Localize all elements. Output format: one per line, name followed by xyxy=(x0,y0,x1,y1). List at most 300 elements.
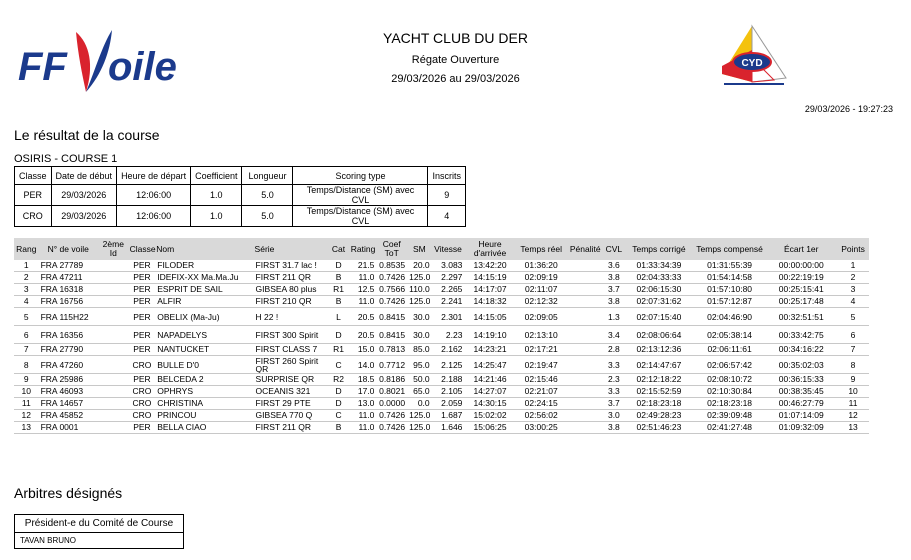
result-cell: 5 xyxy=(23,311,29,322)
result-cell: 02:09:05 xyxy=(524,311,558,322)
result-cell xyxy=(567,398,604,410)
result-cell: 3 xyxy=(850,284,856,294)
result-cell: 02:13:10 xyxy=(524,329,558,340)
result-cell: FIRST 211 QR xyxy=(255,272,311,282)
col-arrivee: Heure d'arrivée xyxy=(464,238,515,260)
result-cell: 02:19:47 xyxy=(524,359,558,370)
result-cell: 01:57:10:80 xyxy=(707,284,753,294)
result-cell: C xyxy=(335,359,342,370)
course-cell: 1.0 xyxy=(191,185,242,206)
result-cell: 00:32:51:51 xyxy=(778,311,824,322)
result-cell: 0.8186 xyxy=(379,374,406,384)
result-cell: FIRST 31.7 lac ! xyxy=(255,260,317,270)
result-cell: 0.7712 xyxy=(379,359,406,370)
result-cell: FIRST 300 Spirit xyxy=(255,329,319,340)
svg-text:FF: FF xyxy=(18,45,67,89)
result-cell: D xyxy=(335,329,342,340)
col-ecart: Écart 1er xyxy=(765,238,837,260)
result-cell: B xyxy=(335,272,342,282)
result-cell: 3.4 xyxy=(607,329,620,340)
col-rating: Rating xyxy=(350,238,377,260)
result-cell: 02:17:21 xyxy=(524,344,558,354)
result-cell: 02:21:07 xyxy=(524,386,558,396)
result-cell: PER xyxy=(133,344,151,354)
result-cell: 1.646 xyxy=(441,422,463,432)
result-cell: OBELIX (Ma-Ju) xyxy=(157,311,220,322)
result-cell: 11.0 xyxy=(358,272,375,282)
result-cell: 125.0 xyxy=(409,410,431,420)
result-cell: 3.0 xyxy=(607,410,620,420)
result-cell: 2.8 xyxy=(607,344,620,354)
result-cell: 02:06:57:42 xyxy=(707,359,753,370)
result-cell xyxy=(567,386,604,398)
results-table xyxy=(14,238,869,434)
result-cell: FRA 47211 xyxy=(40,272,83,282)
arbitre-name: TAVAN BRUNO xyxy=(20,536,77,545)
result-cell xyxy=(98,344,129,356)
result-cell: PER xyxy=(133,284,151,294)
result-cell: PER xyxy=(133,422,151,432)
result-cell: FRA 0001 xyxy=(40,422,79,432)
result-cell: 18.5 xyxy=(357,374,375,384)
course-title: OSIRIS - COURSE 1 xyxy=(14,153,118,165)
result-cell: 3 xyxy=(23,284,29,294)
result-cell: FRA 14657 xyxy=(40,398,84,408)
result-cell: 3.7 xyxy=(607,398,620,408)
result-cell: 14:30:15 xyxy=(473,398,507,408)
print-timestamp: 29/03/2026 - 19:27:23 xyxy=(804,104,893,114)
course-header: Date de début xyxy=(51,167,117,185)
result-row xyxy=(14,260,869,272)
result-cell: 11 xyxy=(848,398,858,408)
result-cell: 2.188 xyxy=(441,374,463,384)
result-cell: 14:15:05 xyxy=(473,311,507,322)
course-cell: 5.0 xyxy=(242,185,293,206)
result-cell: 2.162 xyxy=(441,344,463,354)
result-cell: 7 xyxy=(23,344,29,354)
result-cell: PER xyxy=(133,296,151,306)
course-header: Scoring type xyxy=(293,167,428,185)
result-cell: 1.687 xyxy=(441,410,463,420)
result-cell: 02:08:06:64 xyxy=(636,329,682,340)
result-cell: 02:10:30:84 xyxy=(707,386,753,396)
result-cell: 02:07:15:40 xyxy=(636,311,682,322)
result-cell: FRA 45852 xyxy=(40,410,84,420)
result-cell: 3.6 xyxy=(607,260,620,270)
result-cell: 02:11:07 xyxy=(524,284,558,294)
result-cell: 6 xyxy=(850,329,856,340)
result-cell: ESPRIT DE SAIL xyxy=(157,284,223,294)
result-cell: FRA 27789 xyxy=(40,260,84,270)
result-cell: 15:02:02 xyxy=(473,410,507,420)
result-cell: 00:35:02:03 xyxy=(778,359,824,370)
result-row xyxy=(14,374,869,386)
result-cell: 2.105 xyxy=(441,386,463,396)
result-cell: 14:18:32 xyxy=(473,296,507,306)
result-cell: 2.265 xyxy=(441,284,463,294)
result-cell: 8 xyxy=(23,359,29,370)
result-cell: 02:14:47:67 xyxy=(636,359,682,370)
result-cell: 01:09:32:09 xyxy=(778,422,824,432)
result-cell: 02:15:46 xyxy=(524,374,558,384)
result-cell xyxy=(98,374,129,386)
result-cell xyxy=(567,296,604,308)
result-cell: 2 xyxy=(23,272,29,282)
result-cell: 8 xyxy=(850,359,856,370)
result-cell: 0.0 xyxy=(417,398,430,408)
result-cell: R2 xyxy=(333,374,344,384)
course-cell: 9 xyxy=(428,185,466,206)
result-cell: 125.0 xyxy=(409,272,431,282)
result-row xyxy=(14,356,869,374)
svg-text:oile: oile xyxy=(108,45,177,89)
result-cell: 11 xyxy=(21,398,31,408)
result-cell: PER xyxy=(133,374,151,384)
result-cell: 1 xyxy=(850,260,856,270)
result-cell: 3.083 xyxy=(441,260,463,270)
result-cell: 2.125 xyxy=(441,359,463,370)
result-cell: 17.0 xyxy=(357,386,375,396)
results-header-row xyxy=(14,238,869,260)
result-cell: FRA 47260 xyxy=(40,359,84,370)
result-cell xyxy=(567,308,604,326)
result-cell: 13 xyxy=(848,422,858,432)
course-cell: 4 xyxy=(428,206,466,227)
result-cell: OCEANIS 321 xyxy=(255,386,311,396)
result-cell: 03:00:25 xyxy=(524,422,558,432)
col-temps-reel: Temps réel xyxy=(516,238,567,260)
result-row xyxy=(14,344,869,356)
result-cell: B xyxy=(335,422,342,432)
result-cell: 02:06:15:30 xyxy=(636,284,682,294)
result-cell: 00:25:15:41 xyxy=(778,284,824,294)
result-cell: PER xyxy=(133,329,151,340)
result-cell xyxy=(567,260,604,272)
result-cell: 5 xyxy=(850,311,856,322)
result-row xyxy=(14,410,869,422)
result-cell: FIRST 210 QR xyxy=(255,296,312,306)
result-cell: 3.3 xyxy=(607,386,620,396)
col-temps-compense: Temps compensé xyxy=(694,238,766,260)
result-cell: D xyxy=(335,398,342,408)
result-cell: 02:39:09:48 xyxy=(707,410,753,420)
result-cell: 6 xyxy=(23,329,29,340)
result-cell xyxy=(567,326,604,344)
course-info-table xyxy=(14,166,466,227)
result-cell: 1.3 xyxy=(607,311,620,322)
result-row xyxy=(14,422,869,434)
result-row xyxy=(14,326,869,344)
result-cell: 02:12:32 xyxy=(524,296,558,306)
result-cell: 20.0 xyxy=(413,260,430,270)
result-cell xyxy=(98,386,129,398)
result-cell: H 22 ! xyxy=(255,311,279,322)
result-cell: 00:33:42:75 xyxy=(778,329,824,340)
result-cell: CRO xyxy=(132,410,152,420)
result-cell: 00:36:15:33 xyxy=(778,374,824,384)
result-cell: D xyxy=(335,386,342,396)
course-header: Coefficient xyxy=(191,167,242,185)
result-cell: IDEFIX-XX Ma.Ma.Ju xyxy=(157,272,239,282)
result-row xyxy=(14,308,869,326)
col-temps-corrige: Temps corrigé xyxy=(624,238,694,260)
result-cell: GIBSEA 80 plus xyxy=(255,284,317,294)
result-cell: 0.8535 xyxy=(379,260,406,270)
result-cell: 02:51:46:23 xyxy=(636,422,682,432)
result-cell: CHRISTINA xyxy=(157,398,204,408)
result-cell: 01:31:55:39 xyxy=(707,260,753,270)
col-nom: Nom xyxy=(155,238,253,260)
col-rang: Rang xyxy=(14,238,39,260)
course-header: Heure de départ xyxy=(117,167,191,185)
result-row xyxy=(14,284,869,296)
result-cell: 65.0 xyxy=(413,386,430,396)
result-cell: 21.5 xyxy=(357,260,375,270)
result-cell xyxy=(567,344,604,356)
result-cell xyxy=(98,296,129,308)
col-voile: N° de voile xyxy=(39,238,98,260)
result-cell: 02:41:27:48 xyxy=(707,422,753,432)
result-cell: 2.297 xyxy=(441,272,463,282)
result-cell xyxy=(567,422,604,434)
result-cell: 12 xyxy=(848,410,858,420)
result-cell xyxy=(98,422,129,434)
result-cell: 02:49:28:23 xyxy=(636,410,682,420)
result-cell xyxy=(567,356,604,374)
result-cell xyxy=(98,398,129,410)
course-cell: 29/03/2026 xyxy=(51,185,117,206)
result-cell: 2.241 xyxy=(441,296,463,306)
result-cell: CRO xyxy=(132,398,152,408)
result-cell: PRINCOU xyxy=(157,410,197,420)
result-cell: 13:42:20 xyxy=(473,260,507,270)
result-cell: 30.0 xyxy=(413,311,430,322)
result-cell: 13.0 xyxy=(357,398,375,408)
result-cell: 30.0 xyxy=(413,329,430,340)
result-cell: 0.8021 xyxy=(379,386,406,396)
result-cell: 02:06:11:61 xyxy=(707,344,752,354)
col-cat: Cat xyxy=(327,238,350,260)
result-cell: 125.0 xyxy=(409,296,431,306)
result-cell: PER xyxy=(133,311,151,322)
result-cell: 7 xyxy=(850,344,856,354)
regatta-dates: 29/03/2026 au 29/03/2026 xyxy=(391,73,520,85)
result-cell: 11.0 xyxy=(358,410,375,420)
result-cell: 0.7566 xyxy=(379,284,406,294)
result-cell xyxy=(98,410,129,422)
result-cell: 14:25:47 xyxy=(473,359,507,370)
result-cell: 0.8415 xyxy=(379,329,406,340)
result-cell: B xyxy=(335,296,342,306)
result-cell: BELCEDA 2 xyxy=(157,374,204,384)
result-cell: BELLA CIAO xyxy=(157,422,207,432)
course-cell: Temps/Distance (SM) avec CVL xyxy=(293,185,428,206)
course-row xyxy=(15,206,466,227)
result-cell: 3.8 xyxy=(607,296,620,306)
result-cell: 14:23:21 xyxy=(473,344,507,354)
result-cell: 50.0 xyxy=(413,374,430,384)
col-vitesse: Vitesse xyxy=(432,238,465,260)
result-row xyxy=(14,398,869,410)
result-cell: 02:13:12:36 xyxy=(636,344,682,354)
result-cell: CRO xyxy=(132,359,152,370)
result-cell: 02:04:46:90 xyxy=(707,311,753,322)
result-cell: 02:09:19 xyxy=(524,272,558,282)
result-cell: 02:05:38:14 xyxy=(707,329,753,340)
regatta-name: Régate Ouverture xyxy=(411,54,500,66)
result-cell: 14:21:46 xyxy=(473,374,507,384)
result-cell: SURPRISE QR xyxy=(255,374,315,384)
result-cell: 0.7426 xyxy=(379,410,406,420)
result-cell: 15:06:25 xyxy=(473,422,507,432)
result-cell: NANTUCKET xyxy=(157,344,210,354)
result-cell: R1 xyxy=(333,344,344,354)
result-cell: 2.301 xyxy=(441,311,463,322)
col-serie: Série xyxy=(254,238,328,260)
result-cell: 02:07:31:62 xyxy=(636,296,682,306)
result-cell: 4 xyxy=(23,296,29,306)
section-title: Le résultat de la course xyxy=(14,127,160,143)
result-cell: 02:18:23:18 xyxy=(707,398,753,408)
col-points: Points xyxy=(837,238,869,260)
col-2eme-id: 2ème Id xyxy=(98,238,129,260)
course-row xyxy=(15,185,466,206)
result-cell: 01:54:14:58 xyxy=(707,272,753,282)
result-cell: 3.8 xyxy=(607,422,620,432)
cyd-logo xyxy=(714,22,796,90)
result-cell: FILODER xyxy=(157,260,195,270)
result-cell: 10 xyxy=(848,386,858,396)
result-cell: 2.3 xyxy=(607,374,620,384)
result-cell: FRA 16356 xyxy=(40,329,84,340)
svg-text:CYD: CYD xyxy=(741,58,763,69)
course-cell: Temps/Distance (SM) avec CVL xyxy=(293,206,428,227)
result-cell: 9 xyxy=(23,374,29,384)
result-cell: 14:15:19 xyxy=(473,272,507,282)
result-cell: 0.7426 xyxy=(379,422,406,432)
result-cell xyxy=(98,260,129,272)
result-cell: 02:08:10:72 xyxy=(707,374,753,384)
result-cell: FRA 46093 xyxy=(40,386,84,396)
course-cell: 5.0 xyxy=(242,206,293,227)
result-cell: FRA 16756 xyxy=(40,296,84,306)
result-cell: 12 xyxy=(21,410,32,420)
result-cell: FIRST CLASS 7 xyxy=(255,344,318,354)
result-cell: 3.8 xyxy=(607,272,620,282)
result-cell: FIRST 260 Spirit QR xyxy=(255,355,319,374)
result-cell: 00:22:19:19 xyxy=(778,272,824,282)
result-cell: R1 xyxy=(333,284,344,294)
result-cell: D xyxy=(335,260,342,270)
result-cell: 01:07:14:09 xyxy=(778,410,824,420)
result-cell: 02:24:15 xyxy=(524,398,558,408)
result-cell: 00:46:27:79 xyxy=(778,398,824,408)
course-header: Classe xyxy=(15,167,52,185)
result-cell: ALFIR xyxy=(157,296,182,306)
result-cell: 125.0 xyxy=(409,422,431,432)
result-cell: 0.8415 xyxy=(379,311,406,322)
result-cell: OPHRYS xyxy=(157,386,193,396)
course-header: Longueur xyxy=(242,167,293,185)
result-cell: 02:04:33:33 xyxy=(636,272,682,282)
result-row xyxy=(14,272,869,284)
course-cell: 29/03/2026 xyxy=(51,206,117,227)
result-cell: 00:34:16:22 xyxy=(778,344,824,354)
result-cell xyxy=(98,356,129,374)
result-cell: 110.0 xyxy=(409,284,430,294)
result-cell: 14:17:07 xyxy=(473,284,507,294)
result-cell: 1 xyxy=(23,260,29,270)
result-cell xyxy=(98,326,129,344)
club-name: YACHT CLUB DU DER xyxy=(383,30,528,46)
result-cell: 02:56:02 xyxy=(524,410,558,420)
result-cell: BULLE D'0 xyxy=(157,359,200,370)
result-row xyxy=(14,296,869,308)
result-cell: 3.7 xyxy=(607,284,620,294)
result-cell: 4 xyxy=(850,296,856,306)
arbitres-box xyxy=(14,514,184,549)
result-cell: 2 xyxy=(850,272,856,282)
result-cell: 00:38:35:45 xyxy=(778,386,824,396)
result-cell: 00:00:00:00 xyxy=(778,260,824,270)
result-cell: GIBSEA 770 Q xyxy=(255,410,313,420)
result-cell: 0.0000 xyxy=(379,398,406,408)
result-cell: 3.3 xyxy=(607,359,620,370)
result-cell: 12.5 xyxy=(357,284,375,294)
col-sm: SM xyxy=(407,238,432,260)
result-cell: 02:18:23:18 xyxy=(636,398,682,408)
course-cell: CRO xyxy=(15,206,52,227)
arbitre-role: Président-e du Comité de Course xyxy=(15,515,183,533)
course-cell: 1.0 xyxy=(191,206,242,227)
col-cvl: CVL xyxy=(604,238,624,260)
result-cell: 10 xyxy=(21,386,32,396)
arbitres-heading: Arbitres désignés xyxy=(14,485,123,501)
result-cell: 15.0 xyxy=(357,344,375,354)
result-cell: 85.0 xyxy=(413,344,430,354)
course-cell: 12:06:00 xyxy=(117,185,191,206)
result-cell: FRA 16318 xyxy=(40,284,84,294)
result-cell: FIRST 29 PTE xyxy=(255,398,311,408)
result-row xyxy=(14,386,869,398)
result-cell: FRA 27790 xyxy=(40,344,84,354)
result-cell xyxy=(98,308,129,326)
result-cell: 2.23 xyxy=(445,329,463,340)
result-cell: NAPADELYS xyxy=(157,329,208,340)
result-cell: 0.7813 xyxy=(379,344,406,354)
result-cell xyxy=(567,272,604,284)
col-penalite: Pénalité xyxy=(567,238,604,260)
col-coef: Coef ToT xyxy=(376,238,407,260)
result-cell: CRO xyxy=(132,386,152,396)
result-cell: PER xyxy=(133,260,151,270)
result-cell: 9 xyxy=(850,374,856,384)
result-cell: 14.0 xyxy=(357,359,375,370)
result-cell xyxy=(567,374,604,386)
result-cell: FRA 25986 xyxy=(40,374,84,384)
result-cell xyxy=(98,272,129,284)
result-cell xyxy=(567,284,604,296)
result-cell xyxy=(98,284,129,296)
col-classe: Classe xyxy=(129,238,156,260)
result-cell: 20.5 xyxy=(357,329,375,340)
result-cell: 0.7426 xyxy=(379,296,406,306)
result-cell: L xyxy=(336,311,341,322)
result-cell: 01:33:34:39 xyxy=(636,260,682,270)
result-cell: 01:57:12:87 xyxy=(707,296,753,306)
result-cell: 14:27:07 xyxy=(473,386,507,396)
result-cell: 20.5 xyxy=(357,311,375,322)
